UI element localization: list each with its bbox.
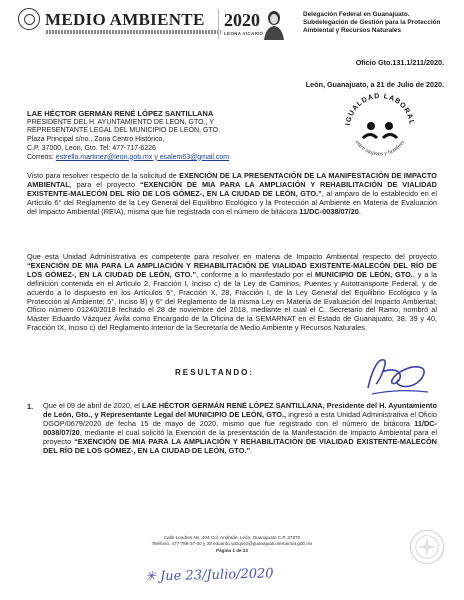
document-date: León, Guanajuato, a 21 de Julio de 2020. [305, 80, 444, 89]
svg-text:IGUALDAD LABORAL [345, 93, 415, 126]
paragraph-visto: Visto para resolver respecto de la solicitud de EXENCIÓN DE LA PRESENTACIÓN DE LA MANIFESTACIÓN DE IMPACTO AMBIENTAL, para el proyecto “EXENCIÓN DE MIA PARA LA AMPLIACIÓN Y REHABILITACIÓN DE VIALIDAD EXISTENTE-MALECÓN DEL RÍO DE LOS GÓMEZ-, EN LA CIUDAD DE LEÓN, GTO.”, al amparo de lo establecido en el Artículo 6° del Reglamento de la Ley General del Equilibrio Ecológico y la Protección al Ambiente en Materia de Evaluación del Impacto Ambiental (REIA), misma que fue registrada con el número de bitácora 11/DC-0038/07/20. [27, 171, 437, 216]
item-number: 1. [27, 402, 34, 411]
addressee-line: Plaza Principal s/no., Zona Centro Histórico, [27, 136, 165, 144]
resultando-item-1: Que el 09 de abril de 2020, el LAE HÉCTOR GERMÁN RENÉ LÓPEZ SANTILLANA, Presidente del H. Ayuntamiento de León, Gto., y Representante Legal del MUNICIPIO DE LEÓN, GTO., ingresó a esta Unidad Administrativa el Oficio DGOP/0679/2020 de fecha 15 de mayo de 2020, mismo que fue registrado con el número de bitácora 11/DC-0038/07/20, mediante el cual solicitó la Exención de la presentación de la Manifestación de Impacto Ambiental para el proyecto “EXENCIÓN DE MIA PARA LA AMPLIACIÓN Y REHABILITACIÓN DE VIALIDAD EXISTENTE-MALECÓN DEL RÍO DE LOS GÓMEZ-, EN LA CIUDAD DE LEÓN, GTO.”. [43, 401, 437, 455]
oficio-number: Oficio Gto.131.1/211/2020. [355, 58, 444, 67]
emails-link[interactable]: estrella.martinez@leon.gob.mx y esalem63@gmail.com [55, 153, 230, 161]
addressee-line: C.P. 37000, León, Gto. Tel: 477-717-6226 [27, 144, 156, 152]
paragraph-competencia: Que esta Unidad Administrativa es competente para resolver en materia de Impacto Ambiental respecto del proyecto “EXENCIÓN DE MIA PARA LA AMPLIACIÓN Y REHABILITACIÓN DE VIALIDAD EXISTENTE-MALECÓN DEL RÍO DE LOS GÓMEZ-, EN LA CIUDAD DE LEÓN, GTO.”, conforme a lo manifestado por el MUNICIPIO DE LEÓN, GTO., y a la definición contenida en el Artículo 2, Fracción I, Inciso c) de la Ley de Caminos, Puentes y Autotransporte Federal, y de acuerdo a lo dispuesto en los Artículos 5°, Fracción X, 28, Fracción I, de la Ley General del Equilibrio Ecológico y la Protección al Ambiente; 5°, Inciso B) y 6° del Reglamento de la misma Ley en Materia de Evaluación del Impacto Ambiental; Oficio número 01240/2018 fechado el 28 de noviembre del 2018, mediante el cual el C. Secretario del Ramo, nombró al Máster Eduardo Vázquez Ávila como Encargado de la Oficina de la SEMARNAT en el Estado de Guanajuato; 38, 39 y 40, Fracción IX, Inciso c) del Reglamento Interior de la Secretaría de Medio Ambiente y Recursos Naturales. [27, 252, 438, 333]
handwritten-date: Jue 23/Julio/2020 [159, 566, 274, 585]
header-divider [218, 9, 219, 39]
footer-page-number: Página 1 de 23 [216, 548, 248, 553]
addressee-line: PRESIDENTE DEL H. AYUNTAMIENTO DE LEÓN, GTO., Y [27, 118, 214, 126]
section-heading-resultando: RESULTANDO: [175, 368, 255, 377]
seal-top-text: IGUALDAD LABORAL [345, 92, 415, 126]
letterhead [18, 6, 448, 46]
year-logo: 2020 [224, 10, 260, 30]
footer-contact: Teléfono: 477-788-37-00 y 38 eduardo.vazquez@guanajuato.semarnat.gob.mx [151, 541, 313, 546]
national-seal-icon [18, 8, 40, 30]
seal-bottom-text: entre mujeres y hombres [353, 139, 407, 158]
agency-subtitle-line [46, 30, 221, 34]
svg-text:entre mujeres y hombres [354, 139, 407, 158]
footer-watermark-emblem-icon [410, 530, 444, 564]
delegation-block [303, 11, 463, 35]
emails-label: Correos: [27, 153, 54, 161]
subdelegation-title: Subdelegación de Gestión para la Protección Ambiental y Recursos Naturales [303, 19, 441, 34]
addressee-emails [27, 154, 317, 163]
addressee-line: REPRESENTANTE LEGAL DEL MUNICIPIO DE LEÓN, GTO. [27, 127, 220, 135]
gender-equality-seal [340, 88, 420, 166]
addressee-block [27, 110, 317, 162]
footer-address: Calle Londres No. 404 Col. Andrade, León, Guanajuato C.P. 37370 [163, 535, 301, 540]
delegation-title: Delegación Federal en Guanajuato. [303, 11, 410, 18]
handwritten-signature [362, 350, 432, 398]
handwritten-receipt-note [145, 566, 274, 584]
asterisk-icon: ✳ [144, 569, 157, 585]
agency-name: MEDIO AMBIENTE [45, 10, 205, 29]
year-logo-subtitle: LEONA VICARIO [224, 31, 264, 36]
addressee-name: LAE HÉCTOR GERMÁN RENÉ LÓPEZ SANTILLANA [27, 109, 214, 118]
leona-vicario-portrait-icon [261, 8, 287, 40]
